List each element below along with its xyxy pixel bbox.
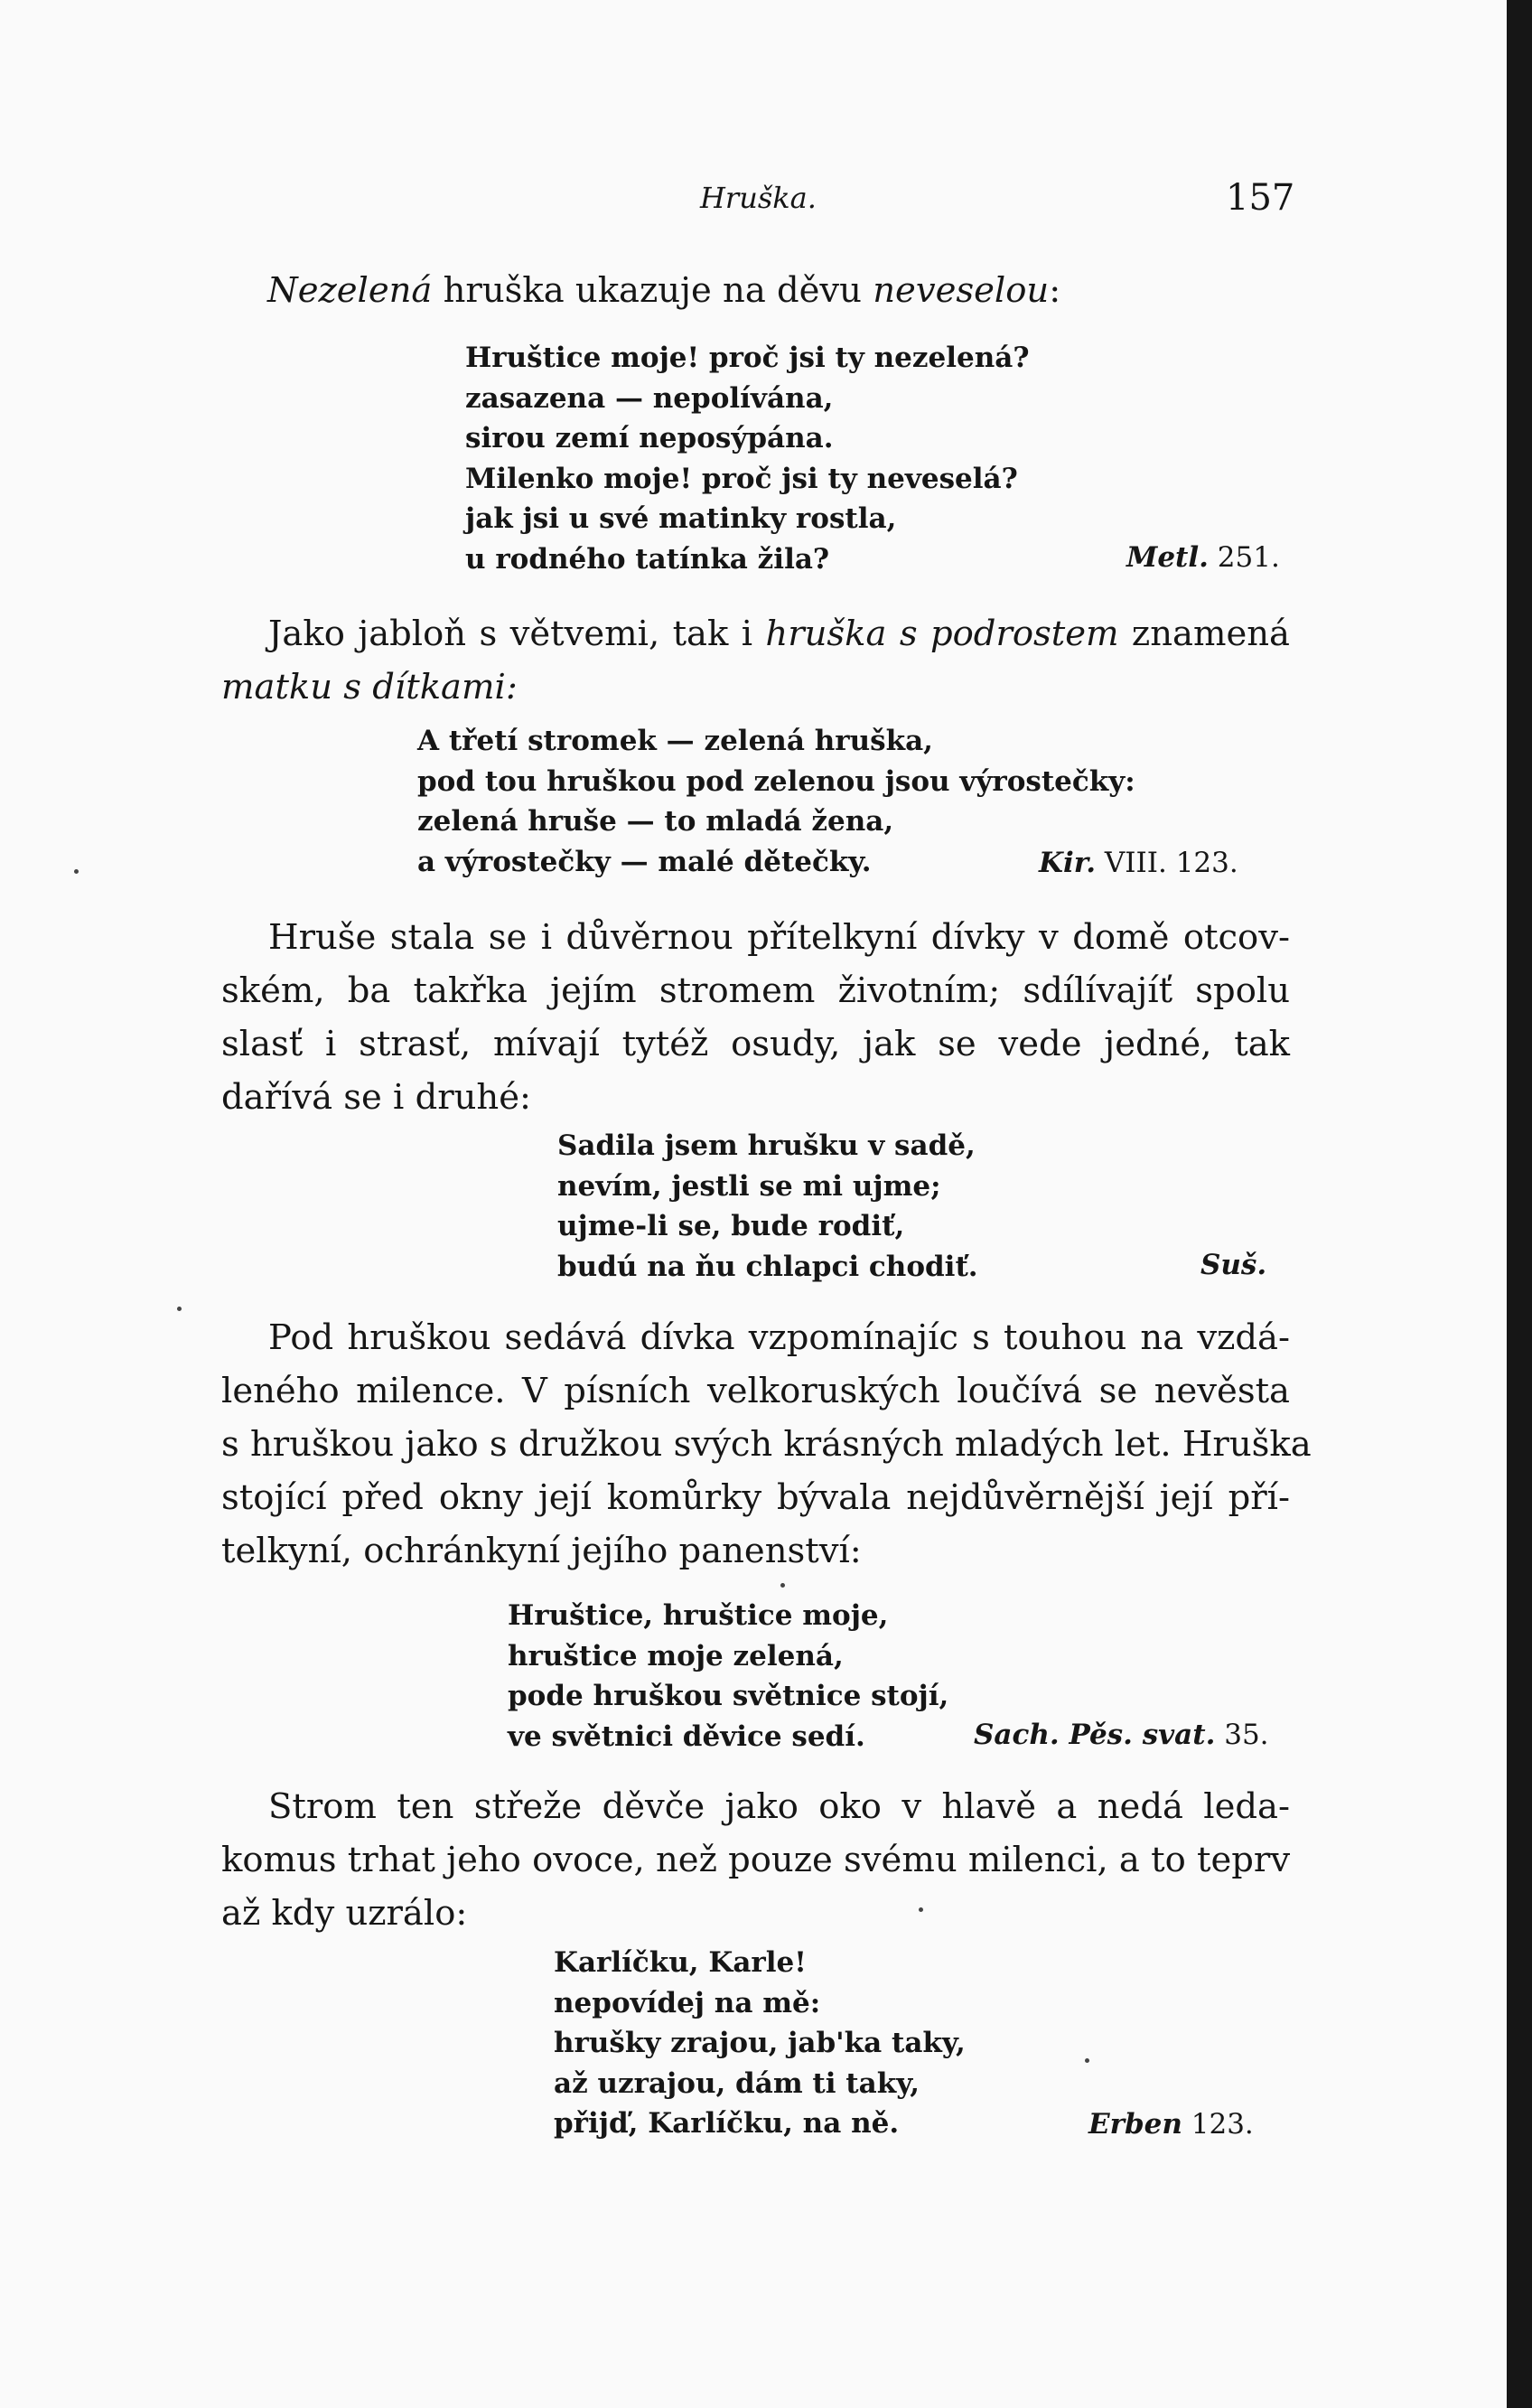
verse-line: přijď, Karlíčku, na ně. [554,2107,900,2140]
verse-line: až uzrajou, dám ti taky, [554,2066,920,2100]
verse-3 [557,1126,978,1287]
source-ref: 35. [1224,1719,1269,1751]
emphasis: matku s dítkami: [221,667,518,707]
verse-3-source [1200,1249,1266,1281]
verse-line: budú na ňu chlapci chodiť. [557,1250,978,1283]
text-run: : [1049,270,1061,311]
verse-line: pod tou hruškou pod zelenou jsou výrostečky: [417,764,1135,798]
paragraph-line: ském, ba takřka jejím stromem životním; sdílívajíť spolu [221,970,1290,1011]
verse-line: zasazena — nepolívána, [465,381,834,415]
paragraph-line: Hruše stala se i důvěrnou přítelkyní dívky v domě otcov- [268,917,1290,958]
emphasis: Nezelená [267,270,433,311]
scan-speck [177,1307,182,1311]
paragraph-line: stojící před okny její komůrky bývala nejdůvěrnější její pří- [221,1477,1290,1518]
text-run: znamená [1118,614,1290,654]
paragraph-5 [221,1780,1290,1940]
verse-2 [417,721,1135,882]
verse-line: hrušky zrajou, jab'ka taky, [554,2027,966,2059]
verse-line: Hruštice, hruštice moje, [508,1599,889,1632]
verse-2-source [1039,847,1238,879]
verse-line: u rodného tatínka žila? [465,542,830,576]
paragraph-line: Strom ten střeže děvče jako oko v hlavě a nedá leda- [268,1786,1290,1827]
verse-line: a výrostečky — malé dětečky. [417,845,872,878]
verse-line: sirou zemí neposýpána. [465,422,834,454]
verse-line: A třetí stromek — zelená hruška, [417,725,933,757]
verse-line: Sadila jsem hrušku v sadě, [557,1129,976,1162]
source-abbrev: Kir. [1039,847,1096,879]
source-abbrev: Sach. Pěs. svat. [974,1719,1216,1751]
paragraph-line: telkyní, ochránkyní jejího panenství: [221,1531,862,1571]
page-number: 157 [1226,177,1295,219]
paragraph-line: Pod hruškou sedává dívka vzpomínajíc s touhou na vzdá- [268,1317,1290,1358]
source-abbrev: Metl. [1126,541,1209,574]
verse-line: Milenko moje! proč jsi ty neveselá? [465,462,1018,495]
scan-speck [1085,2058,1089,2063]
paragraph-line: leného milence. V písních velkoruských loučívá se nevěsta [221,1371,1290,1411]
emphasis: hruška s podrostem [765,614,1119,654]
text-run: Jako jabloň s větvemi, tak i [268,614,766,654]
scan-speck [74,869,79,874]
paragraph-3 [221,911,1290,1124]
verse-5 [554,1943,966,2144]
verse-4 [508,1596,948,1757]
paragraph-line: až kdy uzrálo: [221,1893,468,1934]
verse-line: ve světnici děvice sedí. [508,1719,865,1753]
paragraph-line [221,607,1290,661]
verse-line: Hruštice moje! proč jsi ty nezelená? [465,342,1030,374]
paragraph-line: slasť i strasť, mívají tytéž osudy, jak se vede jedné, tak [221,1024,1290,1064]
scan-speck [780,1583,785,1588]
source-ref: 123. [1191,2108,1254,2141]
scan-speck [919,1907,923,1912]
paragraph-2 [221,607,1290,714]
verse-line: ujme-li se, bude rodiť, [557,1210,905,1242]
paragraph-line: dařívá se i druhé: [221,1077,531,1118]
verse-1 [465,338,1030,579]
verse-line: Karlíčku, Karle! [554,1946,807,1979]
verse-5-source [1088,2108,1254,2141]
text-run: hruška ukazuje na děvu [432,270,873,311]
paragraph-4 [221,1311,1312,1578]
source-abbrev: Erben [1088,2108,1182,2141]
verse-line: pode hruškou světnice stojí, [508,1680,949,1712]
scan-border [1507,0,1532,2408]
paragraph-line [267,264,1290,317]
verse-line: hruštice moje zelená, [508,1639,844,1672]
source-ref: 251. [1217,541,1280,574]
verse-line: nevím, jestli se mi ujme; [557,1169,941,1203]
source-ref: VIII. 123. [1104,847,1238,879]
verse-1-source [1126,541,1280,574]
paragraph-line [221,661,1290,714]
verse-4-source [974,1719,1269,1751]
paragraph-line: s hruškou jako s družkou svých krásných mladých let. Hruška [221,1424,1312,1465]
verse-line: nepovídej na mě: [554,1986,821,2019]
source-abbrev: Suš. [1200,1249,1267,1281]
verse-line: zelená hruše — to mladá žena, [417,805,894,838]
running-title: Hruška. [700,181,817,215]
verse-line: jak jsi u své matinky rostla, [465,502,897,535]
emphasis: neveselou [873,270,1050,311]
paragraph-line: komus trhat jeho ovoce, než pouze svému milenci, a to teprv [221,1840,1291,1880]
paragraph-1 [267,264,1290,317]
